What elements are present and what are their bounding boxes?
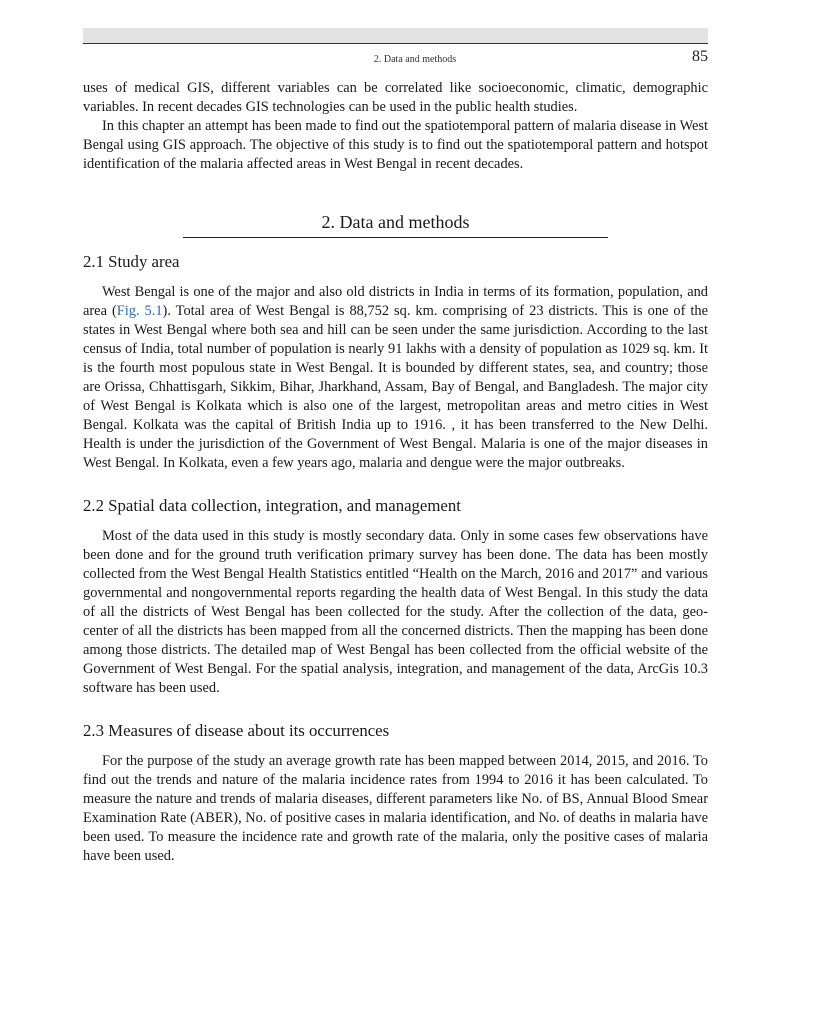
measures-heading: 2.3 Measures of disease about its occurrences — [83, 721, 390, 740]
header-rule — [83, 43, 708, 44]
spatial-data-heading: 2.2 Spatial data collection, integration, and management — [83, 496, 461, 515]
spatial-data-paragraph: Most of the data used in this study is mostly secondary data. Only in some cases few observations have been done and for the ground truth verification primary survey has been done. The data has been mostly collected from the West Bengal Health Statistics entitled “Health on the March, 2016 and 2017” and various governmental and nongovernmental reports regarding the health data of West Bengal. In this study the data of all the districts of West Bengal has been collected for the study. After the collection of the data, geo-center of all the districts has been mapped from all the concerned districts. Then the mapping has been done among those districts. The detailed map of West Bengal has been collected from the official website of the Government of West Bengal. For the spatial analysis, integration, and management of the data, ArcGis 10.3 software has been used. — [83, 528, 708, 696]
measures-paragraph: For the purpose of the study an average growth rate has been mapped between 2014, 2015, and 2016. To find out the trends and nature of the malaria incidence rates from 1994 to 2016 it has been calculated. To measure the nature and trends of malaria diseases, different parameters like No. of BS, Annual Blood Smear Examination Rate (ABER), No. of positive cases in malaria identification, and No. of deaths in malaria have been used. To measure the incidence rate and growth rate of the malaria, only the positive cases of malaria have been used. — [83, 753, 709, 864]
header-bar — [83, 28, 708, 43]
study-area-heading: 2.1 Study area — [83, 252, 180, 271]
study-area-paragraph — [83, 283, 708, 473]
running-head: 2. Data and methods — [373, 54, 457, 65]
study-area-text-1: West Bengal is one of the major and also old districts in India in terms of its formation, population, and area ( — [83, 284, 708, 319]
section-rule — [183, 237, 608, 238]
intro-paragraph-2: In this chapter an attempt has been made to find out the spatiotemporal pattern of malaria disease in West Bengal using GIS approach. The objective of this study is to find out the spatiotemporal pattern and hotspot identification of the malaria affected areas in West Bengal in recent decades. — [83, 118, 708, 172]
figure-link[interactable]: Fig. 5.1 — [116, 303, 163, 319]
section-title-text: 2. Data and methods — [321, 212, 470, 232]
page-number: 85 — [692, 48, 708, 65]
intro-paragraph-1: uses of medical GIS, different variables can be correlated like socioeconomic, climatic, demographic variables. In recent decades GIS technologies can be used in the public health studies. — [83, 80, 708, 115]
section-title — [83, 210, 708, 234]
page-content — [83, 79, 708, 866]
study-area-text-2: ). Total area of West Bengal is 88,752 sq. km. comprising of 23 districts. This is one of the states in West Bengal where both sea and hill can be seen under the same jurisdiction. According to the last census of India, total number of population is nearly 91 lakhs with a density of population as 1029 sq. km. It is the fourth most populous state in West Bengal. It is bounded by different states, sea, and country; those are Orissa, Chhattisgarh, Sikkim, Bihar, Jharkhand, Assam, Bay of Bengal, and Bangladesh. The major city of West Bengal is Kolkata which is also one of the largest, metropolitan areas and metro cities in West Bengal. Kolkata was the capital of British India up to 1916. , it has been transferred to the New Delhi. Health is under the jurisdiction of the Government of West Bengal. Malaria is one of the major diseases in West Bengal. In Kolkata, even a few years ago, malaria and dengue were the major outbreaks. — [83, 303, 708, 471]
